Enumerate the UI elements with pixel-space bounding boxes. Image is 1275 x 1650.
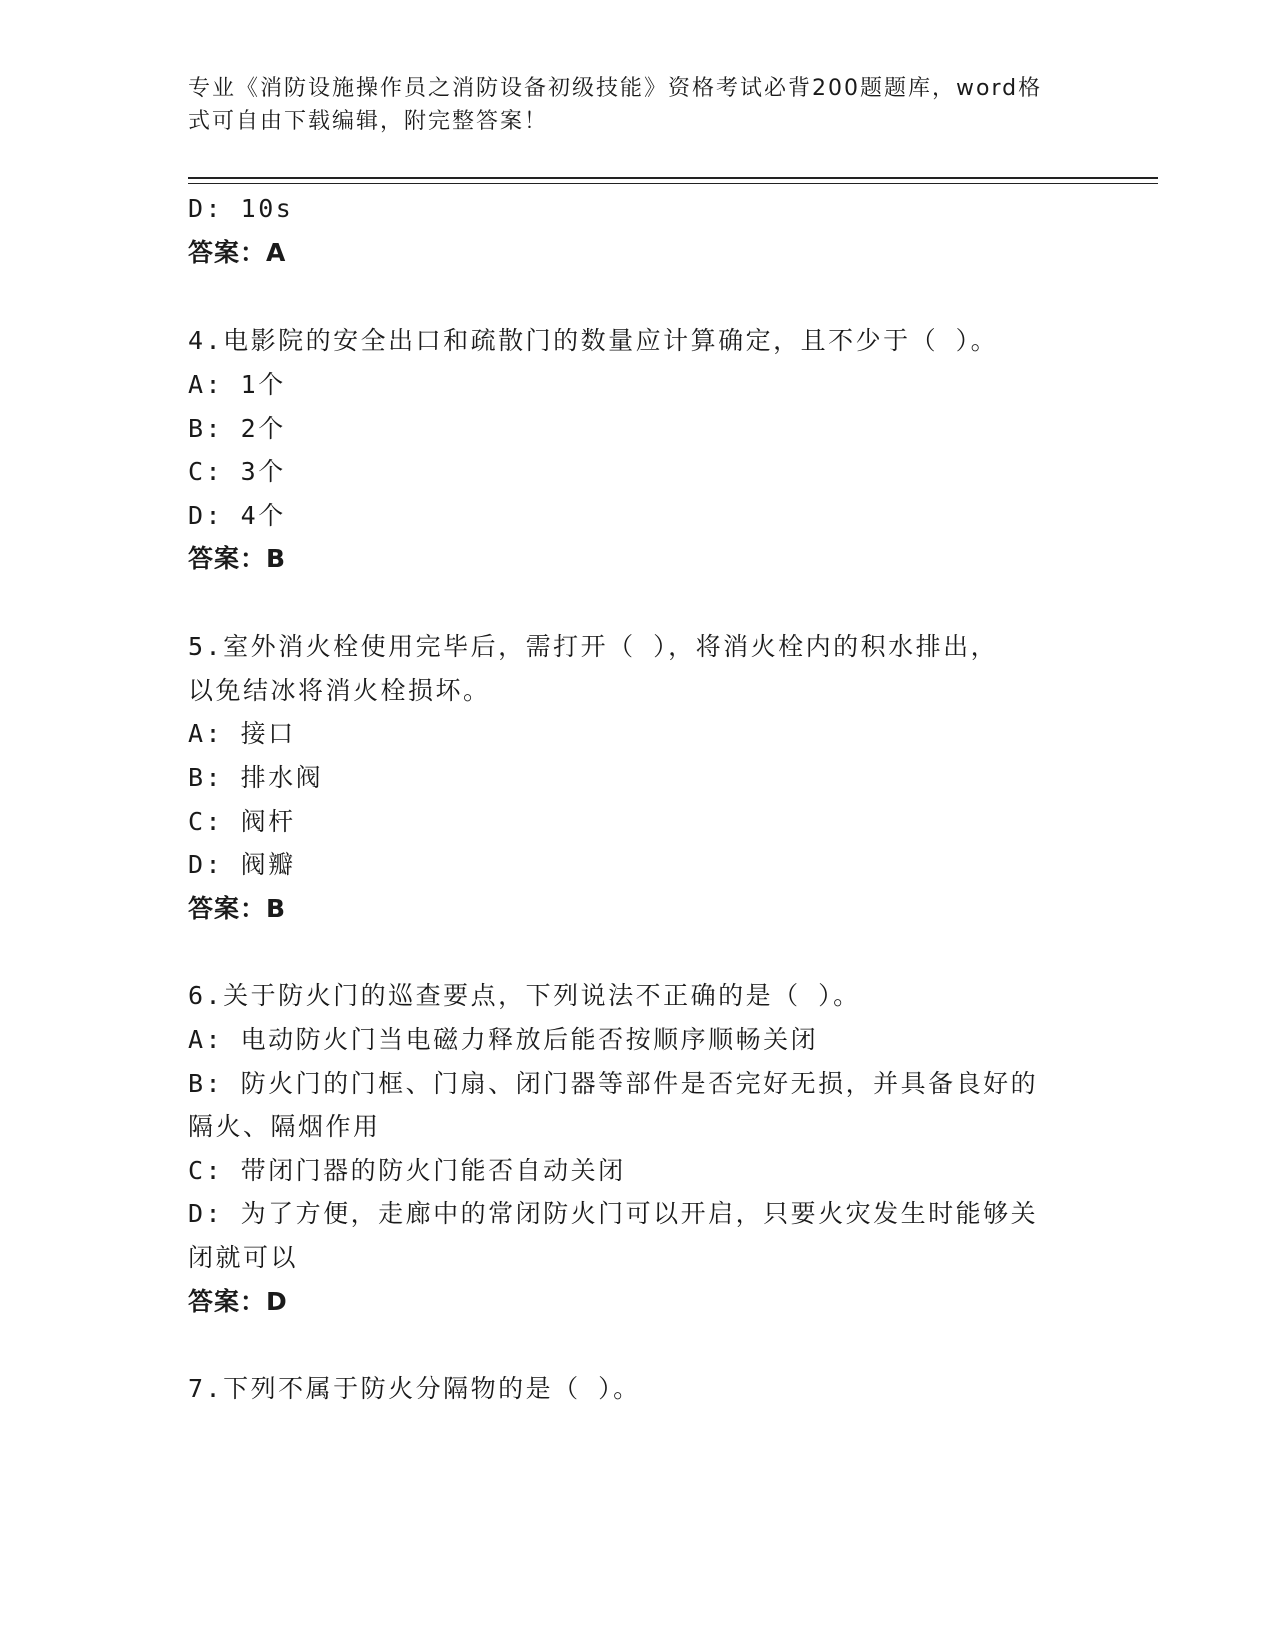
question-4-option-d: D: 4个 — [188, 501, 286, 530]
question-7-stem: 7.下列不属于防火分隔物的是（ ）。 — [188, 1374, 641, 1403]
question-6-answer: 答案：D — [188, 1287, 288, 1316]
header-line-1: 专业《消防设施操作员之消防设备初级技能》资格考试必背200题题库，word格 — [188, 76, 1043, 101]
question-4-stem: 4.电影院的安全出口和疏散门的数量应计算确定，且不少于（ ）。 — [188, 326, 999, 355]
question-4-option-b: B: 2个 — [188, 414, 286, 443]
prev-question-answer: 答案：A — [188, 238, 287, 267]
question-5-answer: 答案：B — [188, 894, 287, 923]
question-4-option-a: A: 1个 — [188, 370, 286, 399]
question-6-option-d-line-2: 闭就可以 — [188, 1243, 299, 1272]
question-6-option-b-line-2: 隔火、隔烟作用 — [188, 1112, 381, 1141]
question-6-option-b-line-1: B: 防火门的门框、门扇、闭门器等部件是否完好无损，并具备良好的 — [188, 1069, 1039, 1098]
header-divider-thick — [188, 177, 1158, 179]
header-line-2: 式可自由下载编辑，附完整答案！ — [188, 109, 549, 134]
question-4-answer: 答案：B — [188, 544, 287, 573]
question-4-option-c: C: 3个 — [188, 457, 286, 486]
question-6-option-c: C: 带闭门器的防火门能否自动关闭 — [188, 1156, 626, 1185]
question-5-option-c: C: 阀杆 — [188, 807, 296, 836]
question-6-option-d-line-1: D: 为了方便，走廊中的常闭防火门可以开启，只要火灾发生时能够关 — [188, 1199, 1039, 1228]
question-5-option-b: B: 排水阀 — [188, 763, 324, 792]
header-divider-thin — [188, 183, 1158, 184]
document-header — [188, 72, 1068, 138]
question-6-stem: 6.关于防火门的巡查要点，下列说法不正确的是（ ）。 — [188, 981, 861, 1010]
question-5-option-a: A: 接口 — [188, 719, 296, 748]
question-6-option-a: A: 电动防火门当电磁力释放后能否按顺序顺畅关闭 — [188, 1025, 819, 1054]
question-5-stem-line-2: 以免结冰将消火栓损坏。 — [188, 676, 491, 705]
question-5-option-d: D: 阀瓣 — [188, 850, 296, 879]
question-5-stem-line-1: 5.室外消火栓使用完毕后，需打开（ ），将消火栓内的积水排出， — [188, 632, 999, 661]
prev-question-option-d: D: 10s — [188, 194, 294, 223]
